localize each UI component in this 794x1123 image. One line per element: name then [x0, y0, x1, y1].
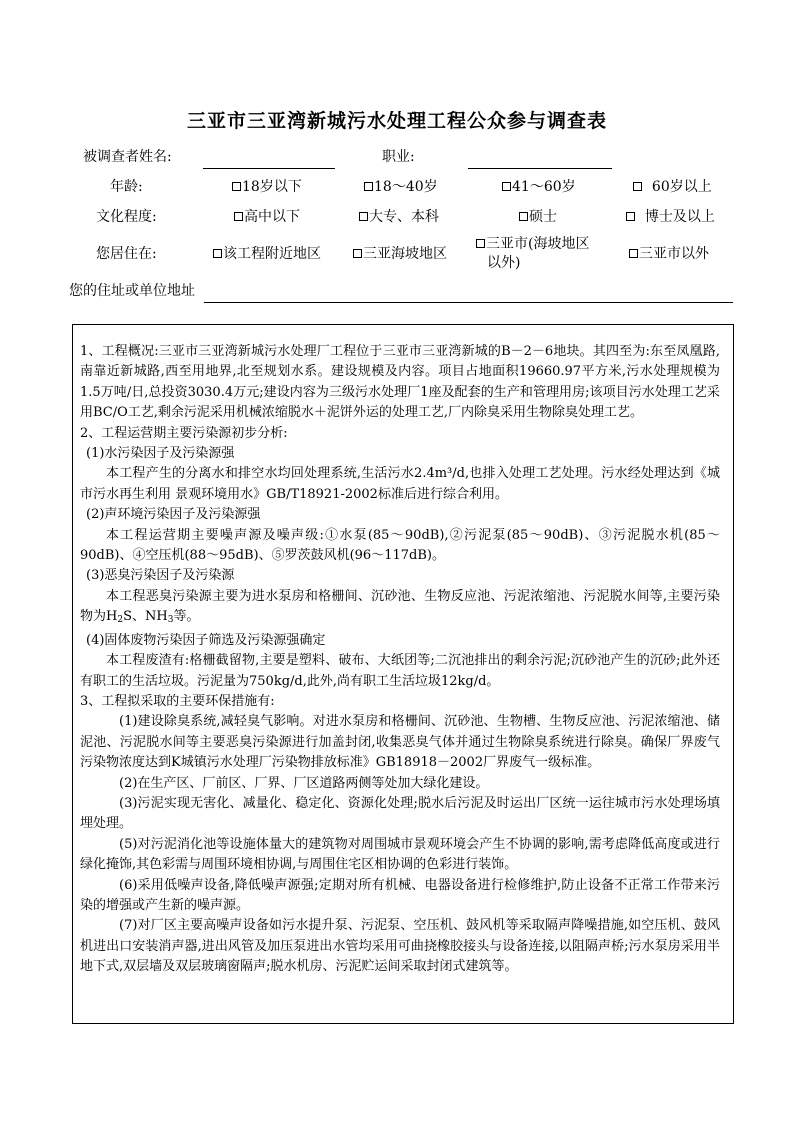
edu-option-college[interactable]: 大专、本科 [359, 206, 439, 226]
address-field[interactable] [204, 302, 733, 303]
education-label: 文化程度: [96, 209, 157, 225]
checkbox-icon [213, 249, 222, 258]
checkbox-icon [519, 212, 528, 221]
subheading-noise: (2)声环境污染因子及污染源强 [86, 507, 261, 523]
subheading-odor: (3)恶臭污染因子及污染源 [86, 568, 235, 584]
address-label: 您的住址或单位地址 [69, 283, 195, 299]
name-field[interactable] [203, 168, 335, 169]
checkbox-icon [364, 182, 373, 191]
measure-6: (6)采用低噪声设备,降低噪声源强;定期对所有机械、电器设备进行检修维护,防止设备不正常工作带来污染的增强或产生新的噪声源。 [80, 877, 720, 913]
subheading-solid-waste: (4)固体废物污染因子筛选及污染源强确定 [86, 632, 326, 648]
residence-option-nearby[interactable]: 该工程附近地区 [213, 243, 321, 263]
subheading-water: (1)水污染因子及污染源强 [86, 446, 235, 462]
paragraph-solid-waste: 本工程废渣有:格栅截留物,主要是塑料、破布、大纸团等;二沉池排出的剩余污泥;沉砂池产生的沉砂;此外还有职工的生活垃圾。污泥量为750kg/d,此外,尚有职工生活垃圾12kg/d。 [80, 653, 720, 689]
section-2-heading: 2、工程运营期主要污染源初步分析: [80, 425, 288, 441]
age-option-41-60[interactable]: 41～60岁 [502, 176, 576, 196]
edu-option-phd[interactable]: 博士及以上 [626, 206, 715, 226]
measure-2: (2)在生产区、厂前区、厂界、厂区道路两侧等处加大绿化建设。 [119, 775, 489, 791]
paragraph-water: 本工程产生的分离水和排空水均回处理系统,生活污水2.4m³/d,也排入处理工艺处理。污水经处理达到《城市污水再生利用 景观环境用水》GB/T18921-2002标准后进行综合利用。 [80, 466, 720, 502]
measure-7: (7)对厂区主要高噪声设备如污水提升泵、污泥泵、空压机、鼓风机等采取隔声降噪措施,如空压机、鼓风机进出口安装消声器,进出风管及加压泵进出水管均采用可曲挠橡胶接头与设备连接,以阻隔声桥;污水泵房采用半地下式,双层墙及双层玻璃窗隔声;脱水机房、污泥贮运间采取封闭式建筑等。 [80, 918, 720, 975]
residence-option-sanya-line2: 以外) [487, 255, 521, 271]
project-description [80, 342, 720, 978]
checkbox-icon [633, 182, 642, 191]
checkbox-icon [353, 249, 362, 258]
age-option-under-18[interactable]: 18岁以下 [232, 176, 302, 196]
age-option-over-60[interactable]: 60岁以上 [633, 176, 712, 196]
page-title: 三亚市三亚湾新城污水处理工程公众参与调查表 [186, 110, 607, 132]
paragraph-odor: 本工程恶臭污染源主要为进水泵房和格栅间、沉砂池、生物反应池、污泥浓缩池、污泥脱水间等,主要污染物为$H_2S$、$NH_3$等。 [80, 588, 720, 626]
age-label: 年龄: [110, 179, 143, 195]
name-label: 被调查者姓名: [83, 149, 172, 165]
section-3-heading: 3、工程拟采取的主要环保措施有: [80, 693, 275, 709]
edu-option-high-school[interactable]: 高中以下 [234, 206, 300, 226]
job-field[interactable] [468, 168, 612, 169]
paragraph-noise: 本工程运营期主要噪声源及噪声级:①水泵(85～90dB),②污泥泵(85～90dB)、③污泥脱水机(85～90dB)、④空压机(88～95dB)、⑤罗茨鼓风机(96～117dB)。 [80, 527, 720, 564]
edu-option-master[interactable]: 硕士 [519, 206, 557, 226]
checkbox-icon [359, 212, 368, 221]
measure-3: (3)污泥实现无害化、减量化、稳定化、资源化处理;脱水后污泥及时运出厂区统一运往城市污水处理场填埋处理。 [80, 795, 720, 832]
residence-label: 您居住在: [96, 246, 157, 262]
checkbox-icon [502, 182, 511, 191]
residence-option-haipo[interactable]: 三亚海坡地区 [353, 243, 447, 263]
checkbox-icon [629, 249, 638, 258]
checkbox-icon [626, 212, 635, 221]
measure-1: (1)建设除臭系统,减轻臭气影响。对进水泵房和格栅间、沉砂池、生物槽、生物反应池、污泥浓缩池、储泥池、污泥脱水间等主要恶臭污染源进行加盖封闭,收集恶臭气体并通过生物除臭系统进行除臭。确保厂界废气污染物浓度达到K城镇污水处理厂污染物排放标准》GB18918－2002厂界废气一级标准。 [80, 714, 720, 771]
residence-option-sanya[interactable]: 三亚市(海坡地区 [476, 233, 589, 253]
measure-5: (5)对污泥消化池等设施体量大的建筑物对周围城市景观环境会产生不协调的影响,需考虑降低高度或进行绿化掩饰,其色彩需与周围环境相协调,与周围住宅区相协调的色彩进行装饰。 [80, 836, 720, 873]
job-label: 职业: [382, 149, 415, 165]
checkbox-icon [234, 212, 243, 221]
age-option-18-40[interactable]: 18～40岁 [364, 176, 438, 196]
section-1-overview: 1、工程概况:三亚市三亚湾新城污水处理厂工程位于三亚市三亚湾新城的B－2－6地块。其四至为:东至凤凰路,南靠近新城路,西至用地界,北至规划水系。建设规模及内容。项目占地面积19660.97平方米,污水处理规模为1.5万吨/日,总投资3030.4万元;建设内容为三级污水处理厂1座及配套的生产和管理用房;该项目污水处理工艺采用BC/O工艺,剩余污泥采用机械浓缩脱水＋泥饼外运的处理工艺,厂内除臭采用生物除臭处理工艺。 [80, 344, 720, 421]
checkbox-icon [476, 239, 485, 248]
residence-option-outside[interactable]: 三亚市以外 [629, 243, 709, 263]
checkbox-icon [232, 182, 241, 191]
